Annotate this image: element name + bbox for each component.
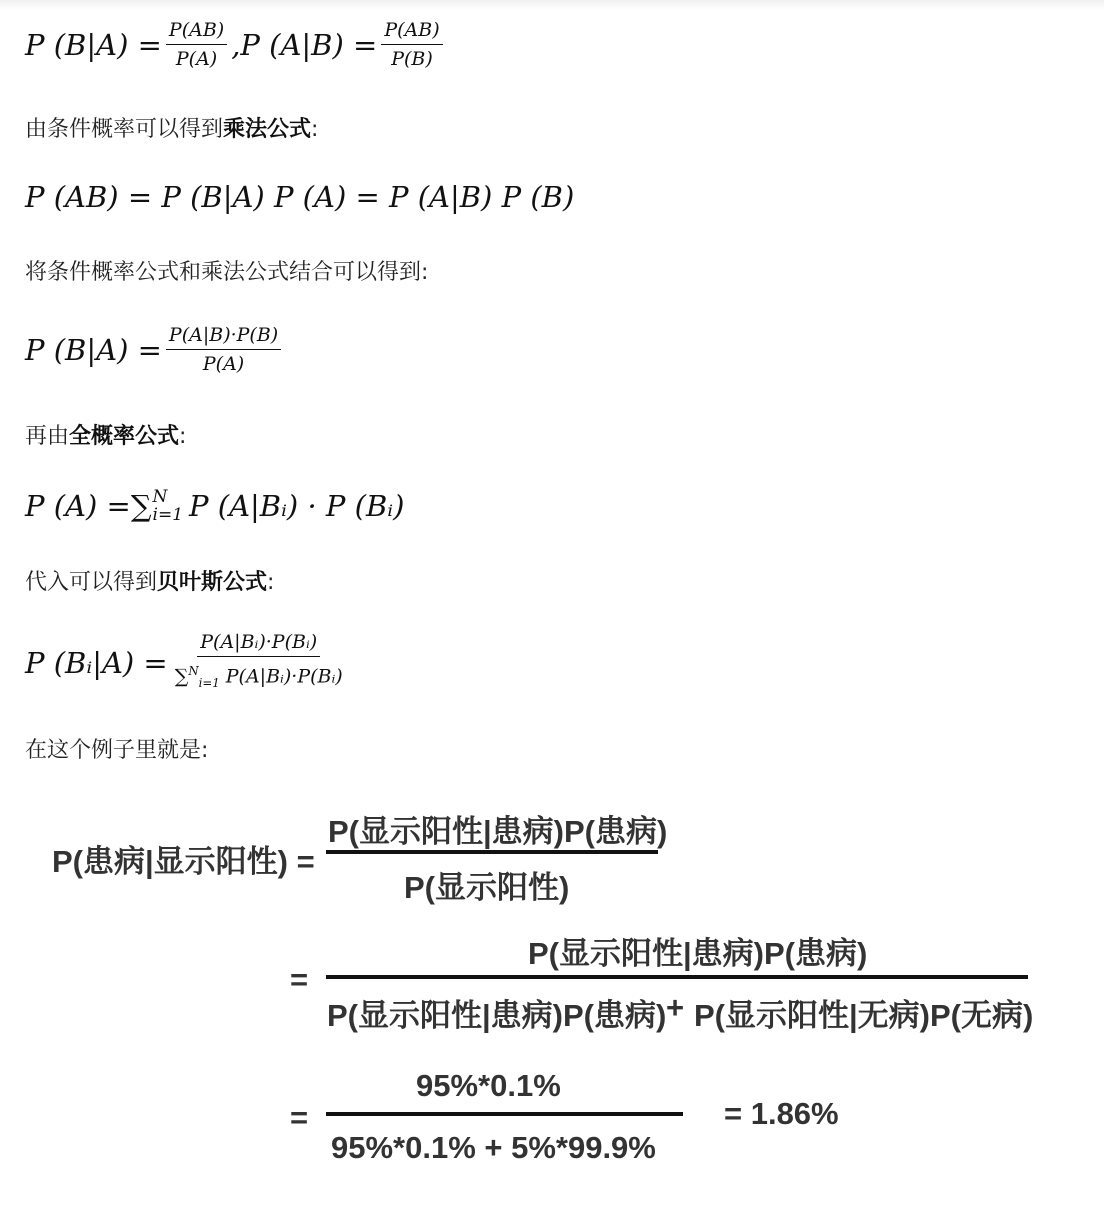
- formula1-lhs: P (B|A) =: [25, 27, 162, 62]
- fraction-numerator: P(AB): [166, 18, 227, 45]
- formula3-lhs: P (B|A) =: [25, 332, 162, 367]
- row3-result: = 1.86%: [724, 1096, 839, 1131]
- paragraph-total-probability: [25, 422, 186, 452]
- formula3-fraction: [166, 323, 281, 376]
- row3-denominator: 95%*0.1% + 5%*99.9%: [331, 1130, 656, 1165]
- conditional-probability-formula: [25, 18, 447, 71]
- formula4-lhs: P (A) =: [25, 489, 131, 523]
- denominator-rest: P(A|Bᵢ)·P(Bᵢ): [219, 665, 343, 688]
- formula5-fraction: [172, 630, 346, 695]
- formula1-fraction-b: [381, 18, 442, 71]
- row3-numerator: 95%*0.1%: [416, 1068, 561, 1103]
- row2-fraction-bar: [326, 975, 1028, 979]
- paragraph-text: 代入可以得到: [25, 570, 158, 595]
- row2-denominator-a: P(显示阳性|患病)P(患病): [327, 998, 667, 1033]
- paragraph-text: 在这个例子里就是:: [25, 738, 209, 763]
- fraction-denominator: P(B): [391, 48, 433, 70]
- fraction-numerator: P(A|Bᵢ)·P(Bᵢ): [197, 630, 320, 657]
- formula2-text: P (AB) = P (B|A) P (A) = P (A|B) P (B): [25, 180, 575, 214]
- bayes-formula: [25, 630, 350, 695]
- summation-lower: i=1: [198, 676, 220, 691]
- summation-icon: ∑: [130, 489, 152, 523]
- fraction-denominator: [172, 657, 346, 695]
- paragraph-example: [25, 736, 208, 766]
- summation-upper: N: [188, 664, 199, 678]
- fraction-numerator: P(AB): [381, 18, 442, 45]
- fraction-denominator: P(A): [175, 48, 218, 70]
- paragraph-bayes: [25, 568, 274, 598]
- paragraph-text: 将条件概率公式和乘法公式结合可以得到:: [25, 260, 429, 285]
- paragraph-text: 由条件概率可以得到: [25, 117, 224, 142]
- paragraph-text: 再由: [25, 424, 70, 449]
- fraction-numerator: P(A|B)·P(B): [166, 323, 281, 350]
- formula1-fraction-a: [166, 18, 227, 71]
- row1-denominator: P(显示阳性): [404, 870, 570, 905]
- paragraph-bold-term: 乘法公式: [223, 117, 312, 142]
- top-shadow: [0, 0, 1104, 10]
- paragraph-colon: :: [311, 117, 319, 142]
- summation-icon: ∑: [174, 665, 189, 688]
- bayes-basic-formula: [25, 323, 285, 376]
- row2-plus: +: [666, 990, 685, 1025]
- summation: [131, 488, 189, 524]
- paragraph-bold-term: 贝叶斯公式: [157, 570, 268, 595]
- paragraph-colon: :: [267, 570, 275, 595]
- formula5-lhs: P (Bᵢ|A) =: [25, 645, 168, 680]
- paragraph-combine: [25, 258, 428, 288]
- row2-denominator-b: P(显示阳性|无病)P(无病): [694, 998, 1034, 1033]
- formula1-separator: ,: [231, 27, 241, 62]
- row2-numerator: P(显示阳性|患病)P(患病): [528, 936, 868, 971]
- row2-equals: =: [290, 962, 309, 997]
- paragraph-bold-term: 全概率公式: [69, 424, 180, 449]
- paragraph-colon: :: [179, 424, 187, 449]
- row3-fraction-bar: [326, 1112, 683, 1116]
- example-lhs: P(患病|显示阳性) =: [52, 844, 315, 879]
- total-probability-formula: [25, 488, 404, 524]
- formula4-rhs: P (A|Bᵢ) · P (Bᵢ): [189, 489, 405, 523]
- fraction-denominator: P(A): [202, 353, 245, 375]
- row1-fraction-bar: [326, 850, 658, 854]
- row3-equals: =: [290, 1100, 309, 1135]
- summation-limits: [153, 488, 184, 524]
- multiplication-formula: [25, 180, 574, 214]
- summation-lower: i=1: [152, 505, 184, 525]
- formula1-lhs2: P (A|B) =: [240, 27, 378, 62]
- row1-numerator: P(显示阳性|患病)P(患病): [328, 814, 668, 849]
- paragraph-multiplication-rule: [25, 115, 318, 145]
- summation-upper: N: [152, 487, 168, 507]
